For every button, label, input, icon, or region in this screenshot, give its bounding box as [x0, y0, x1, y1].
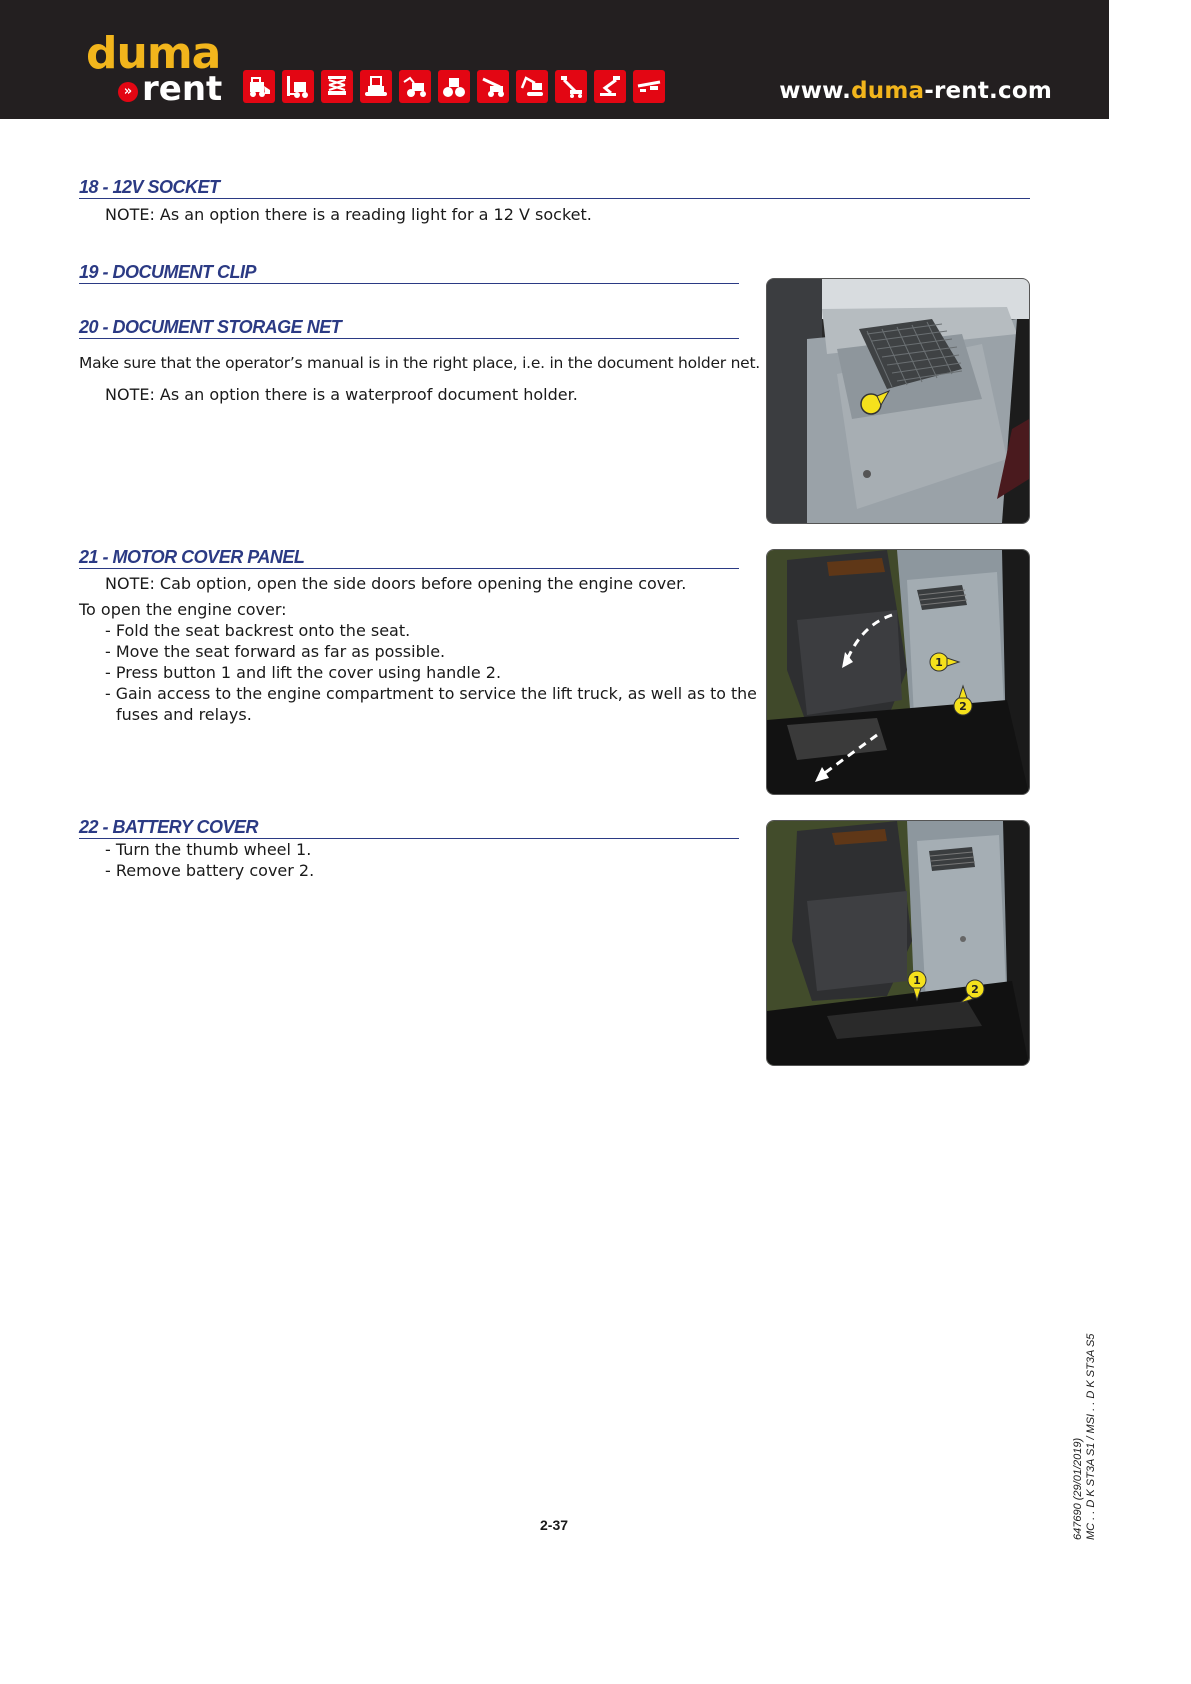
machine-icon-strip [243, 70, 665, 103]
section-21-intro: To open the engine cover: [79, 600, 287, 619]
url-prefix: www. [779, 78, 852, 104]
section-21-step-continued: fuses and relays. [116, 705, 252, 724]
website-url-link[interactable] [779, 76, 1052, 106]
section-22-step: - Remove battery cover 2. [105, 861, 315, 880]
logo-chevron-icon: » [118, 82, 138, 102]
section-21-note: NOTE: Cab option, open the side doors before opening the engine cover. [105, 574, 687, 593]
scissor-lift-icon [321, 70, 353, 103]
url-highlight: duma [851, 78, 925, 104]
callout-1-label: 1 [935, 656, 943, 669]
callout-2-label: 2 [959, 700, 967, 713]
compactor-icon [438, 70, 470, 103]
section-18-note: NOTE: As an option there is a reading light for a 12 V socket. [105, 205, 592, 224]
section-21-step: - Fold the seat backrest onto the seat. [105, 621, 411, 640]
document-reference-line: MC . . D K ST3A S1 / MSI . . D K ST3A S5 [1085, 1333, 1097, 1540]
section-21-step: - Gain access to the engine compartment to service the lift truck, as well as to the [105, 684, 757, 703]
excavator-icon [516, 70, 548, 103]
section-20-text: Make sure that the operator’s manual is in the right place, i.e. in the document holder net. [79, 354, 760, 372]
backhoe-icon [399, 70, 431, 103]
section-20-note: NOTE: As an option there is a waterproof document holder. [105, 385, 578, 404]
callout-1-label: 1 [913, 974, 921, 987]
duma-rent-logo[interactable] [86, 28, 226, 112]
section-19-heading: 19 - DOCUMENT CLIP [79, 261, 739, 284]
section-20-heading: 20 - DOCUMENT STORAGE NET [79, 316, 739, 339]
document-net-photo [766, 278, 1030, 524]
section-22-heading: 22 - BATTERY COVER [79, 816, 739, 839]
document-reference-line: 647690 (29/01/2019) [1072, 1437, 1084, 1540]
motor-cover-photo [766, 549, 1030, 795]
url-suffix: -rent.com [924, 78, 1052, 104]
skid-steer-icon [243, 70, 275, 103]
logo-duma-text: duma [86, 28, 221, 79]
section-21-step: - Move the seat forward as far as possible. [105, 642, 446, 661]
forklift-icon [282, 70, 314, 103]
section-18-heading: 18 - 12V SOCKET [79, 176, 1030, 199]
section-21-heading: 21 - MOTOR COVER PANEL [79, 546, 739, 569]
section-21-step: - Press button 1 and lift the cover using handle 2. [105, 663, 502, 682]
logo-rent-text: rent [142, 69, 223, 109]
mini-loader-icon [360, 70, 392, 103]
articulated-lift-icon [594, 70, 626, 103]
page-header [0, 0, 1109, 119]
telehandler-icon [477, 70, 509, 103]
battery-cover-photo [766, 820, 1030, 1066]
aerial-platform-icon [633, 70, 665, 103]
boom-lift-icon [555, 70, 587, 103]
callout-2-label: 2 [971, 983, 979, 996]
section-22-step: - Turn the thumb wheel 1. [105, 840, 312, 859]
document-reference [1072, 1334, 1098, 1540]
page-number: 2-37 [540, 1517, 569, 1533]
